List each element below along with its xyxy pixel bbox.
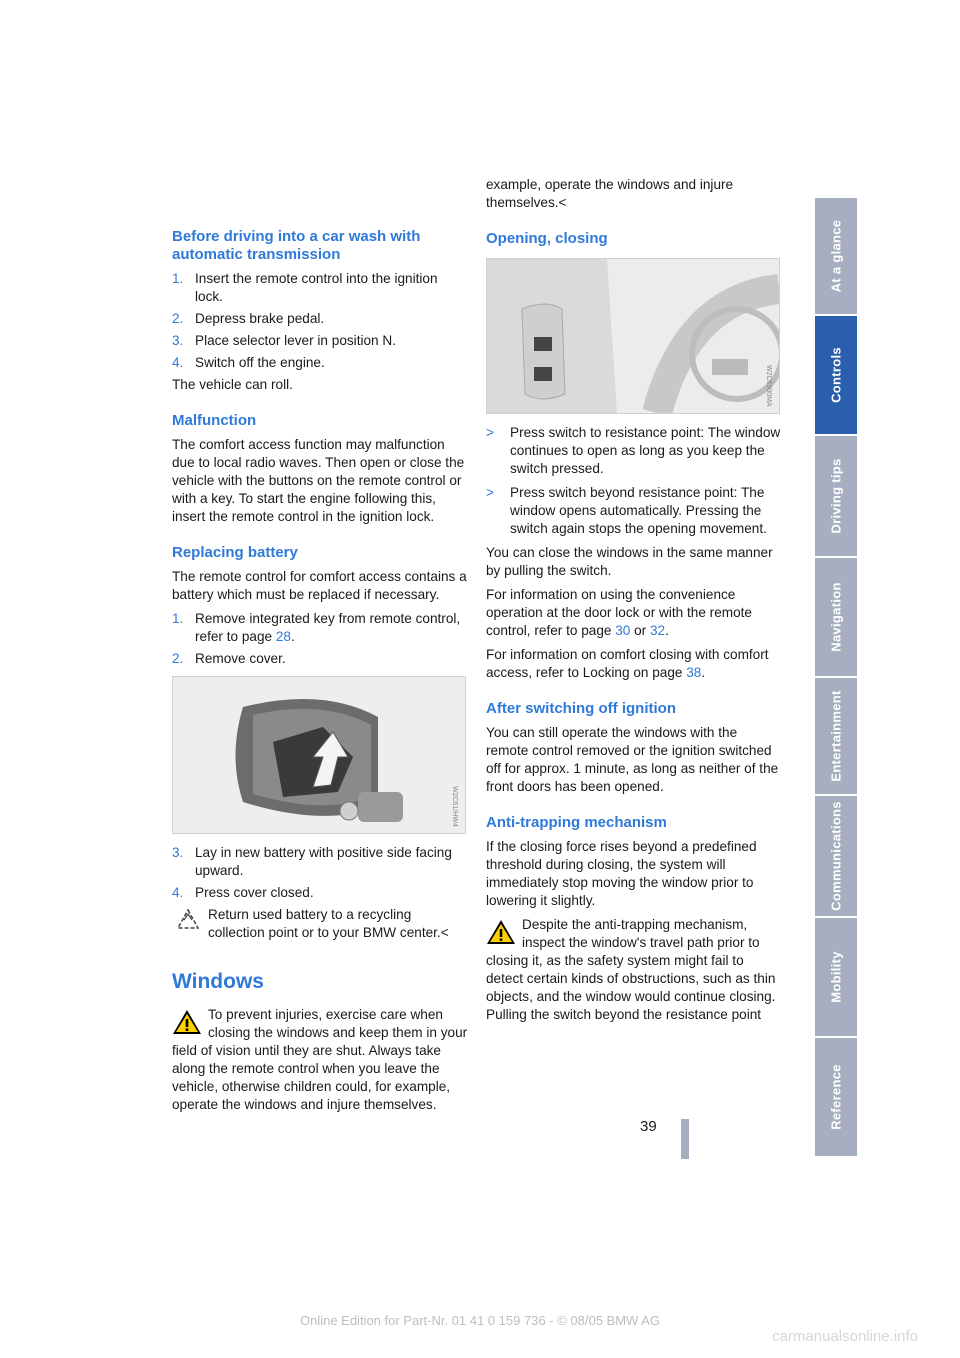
recycle-note: Return used battery to a recycling collection point or to your BMW center.< bbox=[172, 906, 468, 942]
windows-heading: Windows bbox=[172, 970, 264, 993]
battery-section bbox=[172, 544, 468, 942]
list-item: 3. Lay in new battery with positive side facing upward. bbox=[172, 845, 452, 878]
remote-key-image bbox=[173, 677, 465, 833]
list-item: > Press switch beyond resistance point: The window opens automatically. Pressing the switch again stops the opening movement. bbox=[486, 485, 767, 536]
list-item: > Press switch to resistance point: The window continues to open as long as you keep the switch pressed. bbox=[486, 425, 781, 476]
list-item: 3. Place selector lever in position N. bbox=[172, 333, 396, 348]
window-switch-image bbox=[487, 259, 779, 413]
tab-navigation[interactable]: Navigation bbox=[815, 558, 857, 676]
tab-communications[interactable]: Communications bbox=[815, 796, 857, 916]
footer-url[interactable]: carmanualsonline.info bbox=[772, 1328, 918, 1345]
right-column-content bbox=[486, 177, 782, 1030]
page-number-bar bbox=[681, 1119, 689, 1159]
opening-section bbox=[486, 230, 782, 682]
anti-trap-text: If the closing force rises beyond a predefined threshold during closing, the system will immediately stop moving the window prior to lowering it slightly. bbox=[486, 839, 757, 908]
carwash-steps bbox=[172, 270, 468, 372]
anti-trap-section bbox=[486, 814, 782, 1024]
list-item: 4. Switch off the engine. bbox=[172, 355, 325, 370]
list-item: 1. Insert the remote control into the ignition lock. bbox=[172, 271, 438, 304]
info-convenience: For information on using the convenience operation at the door lock or with the remote control, refer to page 30 or 32. bbox=[486, 587, 752, 638]
warning-icon bbox=[486, 918, 516, 946]
tab-entertainment[interactable]: Entertainment bbox=[815, 678, 857, 794]
after-ignition-section bbox=[486, 700, 782, 796]
battery-steps-continued bbox=[172, 844, 468, 902]
malfunction-section bbox=[172, 412, 468, 526]
page-link-28[interactable]: 28 bbox=[275, 629, 291, 644]
windows-section bbox=[172, 970, 468, 1114]
battery-intro: The remote control for comfort access contains a battery which must be replaced if necessary. bbox=[172, 569, 467, 602]
carwash-after: The vehicle can roll. bbox=[172, 377, 293, 392]
page-link-32[interactable]: 32 bbox=[649, 623, 666, 638]
carwash-heading: Before driving into a car wash with automatic transmission bbox=[172, 228, 421, 263]
info-comfort-closing: For information on comfort closing with comfort access, refer to Locking on page 38. bbox=[486, 647, 769, 680]
page-link-38[interactable]: 38 bbox=[686, 665, 702, 680]
battery-heading: Replacing battery bbox=[172, 544, 298, 561]
chapter-tabs bbox=[815, 198, 857, 1158]
tab-reference[interactable]: Reference bbox=[815, 1038, 857, 1156]
list-item: 1. Remove integrated key from remote control, refer to page 28. bbox=[172, 611, 461, 644]
warning-icon bbox=[172, 1008, 202, 1036]
tab-mobility[interactable]: Mobility bbox=[815, 918, 857, 1036]
close-text: You can close the windows in the same manner by pulling the switch. bbox=[486, 545, 773, 578]
tab-at-a-glance[interactable]: At a glance bbox=[815, 198, 857, 314]
footer-text: Online Edition for Part-Nr. 01 41 0 159 736 - © 08/05 BMW AG bbox=[299, 1313, 661, 1328]
image-code: W2C6900MA bbox=[765, 365, 772, 407]
opening-bullets bbox=[486, 424, 782, 538]
remote-key-illustration bbox=[172, 676, 466, 834]
left-column bbox=[172, 228, 468, 1120]
list-item: 4. Press cover closed. bbox=[172, 885, 314, 900]
malfunction-heading: Malfunction bbox=[172, 412, 257, 429]
opening-heading: Opening, closing bbox=[486, 230, 608, 247]
list-item: 2. Remove cover. bbox=[172, 651, 286, 666]
list-item: 2. Depress brake pedal. bbox=[172, 311, 325, 326]
page-number: 39 bbox=[640, 1118, 657, 1135]
recycle-icon bbox=[174, 908, 202, 934]
after-ignition-text: You can still operate the windows with the remote control removed or the ignition switched off for approx. 1 minute, as long as neither of the front doors has been opened. bbox=[486, 725, 779, 794]
anti-trap-warning: Despite the anti-trapping mechanism, inspect the window's travel path prior to closing it, as the safety system might fail to detect certain kinds of obstructions, such as thin objects, and the window would continue closing. Pulling the switch beyond the resistance point bbox=[486, 917, 776, 1022]
window-switch-illustration bbox=[486, 258, 780, 414]
windows-warning-continued: example, operate the windows and injure themselves.< bbox=[486, 177, 734, 210]
image-code: W2C61/HW4 bbox=[451, 786, 458, 827]
tab-driving-tips[interactable]: Driving tips bbox=[815, 436, 857, 556]
battery-steps bbox=[172, 610, 468, 668]
page-link-30[interactable]: 30 bbox=[615, 623, 631, 638]
anti-trap-heading: Anti-trapping mechanism bbox=[486, 814, 667, 831]
malfunction-text: The comfort access function may malfunction due to local radio waves. Then open or close the vehicle with the buttons on the remote control or with a key. To start the engine following this, insert the remote control in the ignition lock. bbox=[172, 437, 465, 524]
windows-warning: To prevent injuries, exercise care when closing the windows and keep them in your field of vision until they are shut. Always take along the remote control when you leave the vehicle, otherwise children could, for example, operate the windows and injure themselves. bbox=[172, 1007, 468, 1112]
after-ignition-heading: After switching off ignition bbox=[486, 700, 676, 717]
tab-controls[interactable]: Controls bbox=[815, 316, 857, 434]
